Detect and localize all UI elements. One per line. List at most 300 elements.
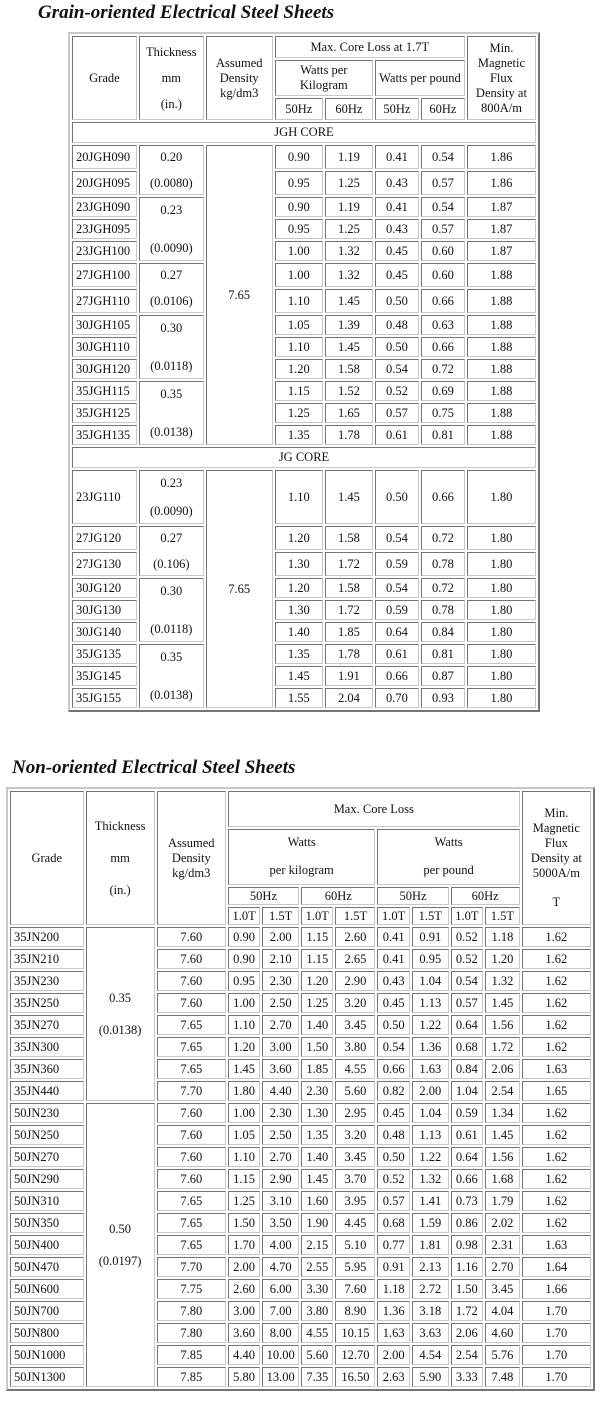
core-loss-cell: 1.00 — [275, 241, 323, 261]
thickness-mm: 0.27 — [160, 531, 183, 545]
core-loss-cell: 1.00 — [228, 993, 260, 1013]
section-header: JG CORE — [72, 447, 536, 468]
flux-cell: 1.86 — [467, 171, 536, 195]
t10-header: 1.0T — [301, 907, 333, 925]
flux-cell: 1.63 — [522, 1235, 591, 1255]
core-loss-cell: 0.59 — [375, 552, 419, 576]
core-loss-cell: 0.78 — [421, 600, 465, 620]
per-kilogram-label: per kilogram — [269, 863, 334, 877]
flux-cell: 1.70 — [522, 1323, 591, 1343]
core-loss-cell: 0.98 — [451, 1235, 483, 1255]
core-loss-cell: 0.52 — [377, 1169, 409, 1189]
core-loss-cell: 1.45 — [325, 470, 373, 524]
grade-cell: 20JGH095 — [72, 171, 137, 195]
core-loss-cell: 2.70 — [262, 1015, 299, 1035]
core-loss-cell: 3.80 — [301, 1301, 333, 1321]
flux-unit-label: T — [552, 895, 561, 909]
core-loss-cell: 1.45 — [485, 1125, 520, 1145]
thickness-mm: 0.30 — [160, 321, 183, 335]
core-loss-cell: 2.50 — [262, 1125, 299, 1145]
core-loss-cell: 1.50 — [451, 1279, 483, 1299]
core-loss-cell: 1.32 — [485, 971, 520, 991]
grade-cell: 30JG130 — [72, 600, 137, 620]
core-loss-cell: 8.90 — [335, 1301, 375, 1321]
t10-header: 1.0T — [377, 907, 409, 925]
core-loss-cell: 2.06 — [485, 1059, 520, 1079]
grade-cell: 50JN470 — [10, 1257, 84, 1277]
density-cell: 7.60 — [157, 1169, 226, 1189]
hz60-header: 60Hz — [451, 887, 520, 905]
flux-cell: 1.62 — [522, 1147, 591, 1167]
core-loss-cell: 1.25 — [301, 993, 333, 1013]
density-cell: 7.65 — [157, 1059, 226, 1079]
density-cell: 7.65 — [206, 470, 273, 708]
core-loss-cell: 1.70 — [228, 1235, 260, 1255]
non-body — [10, 927, 591, 1387]
thickness-inch: (0.0138) — [149, 425, 193, 439]
core-loss-cell: 5.60 — [335, 1081, 375, 1101]
core-loss-cell: 0.54 — [377, 1037, 409, 1057]
core-loss-cell: 1.00 — [275, 263, 323, 287]
core-loss-cell: 0.57 — [375, 403, 419, 423]
core-loss-cell: 0.45 — [375, 241, 419, 261]
thickness-cell — [139, 381, 204, 445]
flux-cell: 1.62 — [522, 949, 591, 969]
core-loss-cell: 1.45 — [325, 289, 373, 313]
core-loss-cell: 1.10 — [228, 1147, 260, 1167]
t15-header: 1.5T — [262, 907, 299, 925]
core-loss-cell: 0.41 — [377, 949, 409, 969]
core-loss-cell: 1.25 — [325, 219, 373, 239]
core-loss-cell: 1.32 — [325, 241, 373, 261]
thickness-inch-label: (in.) — [160, 97, 182, 111]
core-loss-cell: 1.22 — [412, 1015, 449, 1035]
thickness-cell — [139, 197, 204, 261]
core-loss-cell: 0.72 — [421, 359, 465, 379]
table-row — [72, 263, 536, 287]
core-loss-cell: 3.20 — [335, 993, 375, 1013]
core-loss-cell: 0.95 — [275, 171, 323, 195]
grade-cell: 35JN230 — [10, 971, 84, 991]
core-loss-cell: 0.77 — [377, 1235, 409, 1255]
core-loss-cell: 2.31 — [485, 1235, 520, 1255]
core-loss-cell: 16.50 — [335, 1367, 375, 1387]
core-loss-cell: 0.91 — [412, 927, 449, 947]
density-cell: 7.65 — [157, 1213, 226, 1233]
core-loss-cell: 7.60 — [335, 1279, 375, 1299]
grade-cell: 35JN200 — [10, 927, 84, 947]
grade-cell: 35JGH115 — [72, 381, 137, 401]
hz60-header: 60Hz — [325, 98, 373, 120]
flux-cell: 1.62 — [522, 1213, 591, 1233]
core-loss-cell: 0.90 — [275, 145, 323, 169]
max-core-loss-header: Max. Core Loss — [228, 791, 520, 827]
core-loss-cell: 0.75 — [421, 403, 465, 423]
core-loss-cell: 0.57 — [421, 171, 465, 195]
section-header: JGH CORE — [72, 122, 536, 143]
core-loss-cell: 1.63 — [377, 1323, 409, 1343]
core-loss-cell: 0.64 — [451, 1015, 483, 1035]
core-loss-cell: 1.10 — [275, 289, 323, 313]
thickness-inch: (0.0138) — [149, 688, 193, 702]
grade-cell: 50JN400 — [10, 1235, 84, 1255]
core-loss-cell: 1.20 — [275, 526, 323, 550]
core-loss-cell: 0.64 — [375, 622, 419, 642]
thickness-label: Thickness — [94, 819, 146, 833]
core-loss-cell: 3.70 — [335, 1169, 375, 1189]
core-loss-cell: 1.58 — [325, 359, 373, 379]
flux-cell: 1.87 — [467, 219, 536, 239]
hz60-header: 60Hz — [301, 887, 375, 905]
flux-cell: 1.62 — [522, 1037, 591, 1057]
table-row — [72, 145, 536, 169]
core-loss-cell: 0.91 — [377, 1257, 409, 1277]
core-loss-cell: 1.68 — [485, 1169, 520, 1189]
core-loss-cell: 1.20 — [301, 971, 333, 991]
section-row — [72, 447, 536, 468]
flux-cell: 1.62 — [522, 1015, 591, 1035]
core-loss-cell: 1.45 — [228, 1059, 260, 1079]
core-loss-cell: 0.52 — [451, 927, 483, 947]
core-loss-cell: 0.68 — [451, 1037, 483, 1057]
flux-cell: 1.62 — [522, 993, 591, 1013]
core-loss-cell: 13.00 — [262, 1367, 299, 1387]
core-loss-cell: 2.70 — [262, 1147, 299, 1167]
core-loss-cell: 1.56 — [485, 1015, 520, 1035]
core-loss-cell: 1.40 — [301, 1015, 333, 1035]
core-loss-cell: 1.36 — [377, 1301, 409, 1321]
flux-cell: 1.80 — [467, 644, 536, 664]
core-loss-cell: 5.90 — [412, 1367, 449, 1387]
core-loss-cell: 4.55 — [301, 1323, 333, 1343]
core-loss-cell: 1.50 — [228, 1213, 260, 1233]
core-loss-cell: 0.61 — [375, 644, 419, 664]
core-loss-cell: 0.93 — [421, 688, 465, 708]
density-cell: 7.85 — [157, 1345, 226, 1365]
core-loss-cell: 0.41 — [377, 927, 409, 947]
watts-label: Watts — [287, 835, 316, 849]
grade-cell: 23JGH100 — [72, 241, 137, 261]
core-loss-cell: 0.52 — [451, 949, 483, 969]
core-loss-cell: 3.00 — [228, 1301, 260, 1321]
flux-cell: 1.62 — [522, 971, 591, 991]
core-loss-cell: 1.15 — [275, 381, 323, 401]
flux-cell: 1.66 — [522, 1279, 591, 1299]
core-loss-cell: 0.66 — [375, 666, 419, 686]
core-loss-cell: 0.87 — [421, 666, 465, 686]
core-loss-cell: 1.72 — [451, 1301, 483, 1321]
thickness-cell — [139, 263, 204, 313]
core-loss-cell: 1.10 — [275, 470, 323, 524]
core-loss-cell: 0.61 — [451, 1125, 483, 1145]
core-loss-cell: 3.63 — [412, 1323, 449, 1343]
core-loss-cell: 2.90 — [262, 1169, 299, 1189]
watts-per-kilogram-header — [228, 829, 376, 885]
core-loss-cell: 2.60 — [335, 927, 375, 947]
flux-cell: 1.80 — [467, 470, 536, 524]
core-loss-cell: 3.45 — [335, 1147, 375, 1167]
core-loss-cell: 0.57 — [451, 993, 483, 1013]
core-loss-cell: 0.57 — [421, 219, 465, 239]
table-row — [72, 644, 536, 664]
core-loss-cell: 5.10 — [335, 1235, 375, 1255]
grade-cell: 50JN250 — [10, 1125, 84, 1145]
thickness-mm-label: mm — [110, 851, 130, 865]
grade-cell: 50JN1000 — [10, 1345, 84, 1365]
density-cell: 7.65 — [206, 145, 273, 445]
core-loss-cell: 4.60 — [485, 1323, 520, 1343]
grade-cell: 50JN290 — [10, 1169, 84, 1189]
core-loss-cell: 1.05 — [275, 315, 323, 335]
core-loss-cell: 0.72 — [421, 578, 465, 598]
core-loss-cell: 0.45 — [377, 993, 409, 1013]
section-row — [72, 122, 536, 143]
core-loss-cell: 0.61 — [375, 425, 419, 445]
core-loss-cell: 1.45 — [301, 1169, 333, 1189]
thickness-mm: 0.23 — [160, 476, 183, 490]
grade-cell: 35JN210 — [10, 949, 84, 969]
hz50-header: 50Hz — [377, 887, 448, 905]
flux-cell: 1.62 — [522, 927, 591, 947]
core-loss-cell: 1.35 — [275, 425, 323, 445]
grade-cell: 23JGH095 — [72, 219, 137, 239]
density-cell: 7.60 — [157, 927, 226, 947]
core-loss-cell: 1.00 — [228, 1103, 260, 1123]
flux-cell: 1.80 — [467, 666, 536, 686]
core-loss-cell: 2.30 — [262, 971, 299, 991]
grade-cell: 50JN600 — [10, 1279, 84, 1299]
core-loss-cell: 0.73 — [451, 1191, 483, 1211]
thickness-inch: (0.0118) — [150, 622, 193, 636]
flux-cell: 1.88 — [467, 381, 536, 401]
core-loss-cell: 4.00 — [262, 1235, 299, 1255]
core-loss-cell: 3.80 — [335, 1037, 375, 1057]
core-loss-cell: 0.90 — [228, 927, 260, 947]
core-loss-cell: 0.54 — [375, 359, 419, 379]
watts-per-pound-header: Watts per pound — [375, 60, 465, 96]
core-loss-cell: 2.30 — [262, 1103, 299, 1123]
grade-cell: 35JG155 — [72, 688, 137, 708]
core-loss-cell: 1.25 — [228, 1191, 260, 1211]
core-loss-cell: 3.30 — [301, 1279, 333, 1299]
thickness-inch: (0.0090) — [149, 241, 193, 255]
core-loss-cell: 4.70 — [262, 1257, 299, 1277]
core-loss-cell: 0.54 — [375, 578, 419, 598]
core-loss-cell: 0.95 — [412, 949, 449, 969]
flux-cell: 1.88 — [467, 337, 536, 357]
density-cell: 7.60 — [157, 1147, 226, 1167]
grade-cell: 35JN360 — [10, 1059, 84, 1079]
thickness-inch: (0.106) — [153, 557, 190, 571]
t15-header: 1.5T — [412, 907, 449, 925]
core-loss-cell: 1.35 — [301, 1125, 333, 1145]
grade-cell: 35JGH125 — [72, 403, 137, 423]
core-loss-cell: 1.19 — [325, 145, 373, 169]
core-loss-cell: 1.56 — [485, 1147, 520, 1167]
max-core-loss-header: Max. Core Loss at 1.7T — [275, 36, 465, 58]
core-loss-cell: 0.66 — [421, 470, 465, 524]
density-cell: 7.75 — [157, 1279, 226, 1299]
flux-cell: 1.64 — [522, 1257, 591, 1277]
core-loss-cell: 0.84 — [451, 1059, 483, 1079]
flux-cell: 1.62 — [522, 1125, 591, 1145]
core-loss-cell: 2.50 — [262, 993, 299, 1013]
core-loss-cell: 0.54 — [421, 145, 465, 169]
grade-cell: 30JG120 — [72, 578, 137, 598]
grade-cell: 30JGH105 — [72, 315, 137, 335]
core-loss-cell: 0.81 — [421, 644, 465, 664]
core-loss-cell: 0.81 — [421, 425, 465, 445]
core-loss-cell: 2.06 — [451, 1323, 483, 1343]
grade-cell: 50JN1300 — [10, 1367, 84, 1387]
grain-body — [72, 122, 536, 708]
core-loss-cell: 2.54 — [485, 1081, 520, 1101]
core-loss-cell: 1.18 — [485, 927, 520, 947]
flux-cell: 1.87 — [467, 241, 536, 261]
table-row — [72, 470, 536, 524]
core-loss-cell: 3.18 — [412, 1301, 449, 1321]
grade-cell: 30JGH120 — [72, 359, 137, 379]
core-loss-cell: 4.54 — [412, 1345, 449, 1365]
flux-cell: 1.70 — [522, 1367, 591, 1387]
core-loss-cell: 1.25 — [275, 403, 323, 423]
core-loss-cell: 1.85 — [301, 1059, 333, 1079]
grade-cell: 27JG130 — [72, 552, 137, 576]
core-loss-cell: 2.95 — [335, 1103, 375, 1123]
core-loss-cell: 1.41 — [412, 1191, 449, 1211]
flux-cell: 1.63 — [522, 1059, 591, 1079]
core-loss-cell: 2.15 — [301, 1235, 333, 1255]
core-loss-cell: 0.63 — [421, 315, 465, 335]
core-loss-cell: 0.41 — [375, 197, 419, 217]
thickness-mm: 0.35 — [160, 387, 183, 401]
density-header: Assumed Density kg/dm3 — [206, 36, 273, 120]
core-loss-cell: 0.66 — [451, 1169, 483, 1189]
core-loss-cell: 1.15 — [301, 949, 333, 969]
core-loss-cell: 1.52 — [325, 381, 373, 401]
core-loss-cell: 0.52 — [375, 381, 419, 401]
core-loss-cell: 0.66 — [377, 1059, 409, 1079]
core-loss-cell: 0.70 — [375, 688, 419, 708]
flux-cell: 1.88 — [467, 425, 536, 445]
grade-cell: 23JGH090 — [72, 197, 137, 217]
thickness-cell — [139, 644, 204, 708]
thickness-mm-label: mm — [161, 71, 182, 85]
core-loss-cell: 1.20 — [485, 949, 520, 969]
core-loss-cell: 1.45 — [325, 337, 373, 357]
grain-header — [72, 36, 536, 120]
table-row — [10, 1103, 591, 1123]
core-loss-cell: 3.10 — [262, 1191, 299, 1211]
core-loss-cell: 0.72 — [421, 526, 465, 550]
thickness-cell — [139, 578, 204, 642]
table-row — [72, 578, 536, 598]
core-loss-cell: 1.50 — [301, 1037, 333, 1057]
thickness-inch: (0.0138) — [98, 1023, 142, 1037]
core-loss-cell: 1.63 — [412, 1059, 449, 1079]
core-loss-cell: 3.60 — [262, 1059, 299, 1079]
core-loss-cell: 0.82 — [377, 1081, 409, 1101]
flux-cell: 1.88 — [467, 359, 536, 379]
core-loss-cell: 1.72 — [325, 600, 373, 620]
core-loss-cell: 1.90 — [301, 1213, 333, 1233]
core-loss-cell: 1.58 — [325, 526, 373, 550]
core-loss-cell: 1.34 — [485, 1103, 520, 1123]
core-loss-cell: 0.54 — [451, 971, 483, 991]
core-loss-cell: 0.41 — [375, 145, 419, 169]
core-loss-cell: 1.45 — [485, 993, 520, 1013]
core-loss-cell: 1.32 — [412, 1169, 449, 1189]
thickness-mm: 0.35 — [109, 991, 132, 1005]
thickness-inch: (0.0090) — [149, 504, 193, 518]
core-loss-cell: 1.85 — [325, 622, 373, 642]
core-loss-cell: 1.30 — [275, 552, 323, 576]
thickness-mm: 0.20 — [160, 150, 183, 164]
hz60-header: 60Hz — [421, 98, 465, 120]
core-loss-cell: 2.54 — [451, 1345, 483, 1365]
grade-cell: 50JN310 — [10, 1191, 84, 1211]
thickness-header — [86, 791, 155, 925]
core-loss-cell: 2.63 — [377, 1367, 409, 1387]
flux-cell: 1.80 — [467, 526, 536, 550]
grade-cell: 50JN700 — [10, 1301, 84, 1321]
core-loss-cell: 1.55 — [275, 688, 323, 708]
core-loss-cell: 0.95 — [275, 219, 323, 239]
core-loss-cell: 0.86 — [451, 1213, 483, 1233]
hz50-header: 50Hz — [375, 98, 419, 120]
core-loss-cell: 7.48 — [485, 1367, 520, 1387]
density-cell: 7.65 — [157, 1037, 226, 1057]
t10-header: 1.0T — [451, 907, 483, 925]
grade-cell: 30JG140 — [72, 622, 137, 642]
core-loss-cell: 2.30 — [301, 1081, 333, 1101]
grade-cell: 35JN250 — [10, 993, 84, 1013]
core-loss-cell: 0.54 — [421, 197, 465, 217]
core-loss-cell: 1.10 — [228, 1015, 260, 1035]
watts-per-kilogram-header: Watts per Kilogram — [275, 60, 373, 96]
core-loss-cell: 2.00 — [262, 927, 299, 947]
core-loss-cell: 3.95 — [335, 1191, 375, 1211]
grade-cell: 35JG145 — [72, 666, 137, 686]
core-loss-cell: 1.60 — [301, 1191, 333, 1211]
core-loss-cell: 0.57 — [377, 1191, 409, 1211]
flux-cell: 1.80 — [467, 578, 536, 598]
core-loss-cell: 1.79 — [485, 1191, 520, 1211]
core-loss-cell: 0.60 — [421, 263, 465, 287]
core-loss-cell: 0.43 — [375, 219, 419, 239]
table-row — [72, 381, 536, 401]
thickness-inch-label: (in.) — [109, 883, 131, 897]
flux-cell: 1.62 — [522, 1169, 591, 1189]
core-loss-cell: 1.78 — [325, 425, 373, 445]
t10-header: 1.0T — [228, 907, 260, 925]
flux-density-header: Min. Magnetic Flux Density at 800A/m — [467, 36, 536, 120]
core-loss-cell: 0.50 — [377, 1147, 409, 1167]
thickness-cell — [86, 1103, 155, 1387]
flux-cell: 1.62 — [522, 1103, 591, 1123]
grade-cell: 23JG110 — [72, 470, 137, 524]
core-loss-cell: 1.30 — [301, 1103, 333, 1123]
density-cell: 7.60 — [157, 1103, 226, 1123]
density-cell: 7.65 — [157, 1191, 226, 1211]
core-loss-cell: 1.20 — [275, 359, 323, 379]
density-cell: 7.80 — [157, 1323, 226, 1343]
grade-cell: 35JN270 — [10, 1015, 84, 1035]
core-loss-cell: 0.95 — [228, 971, 260, 991]
flux-cell: 1.88 — [467, 289, 536, 313]
core-loss-cell: 0.50 — [377, 1015, 409, 1035]
flux-cell: 1.88 — [467, 403, 536, 423]
